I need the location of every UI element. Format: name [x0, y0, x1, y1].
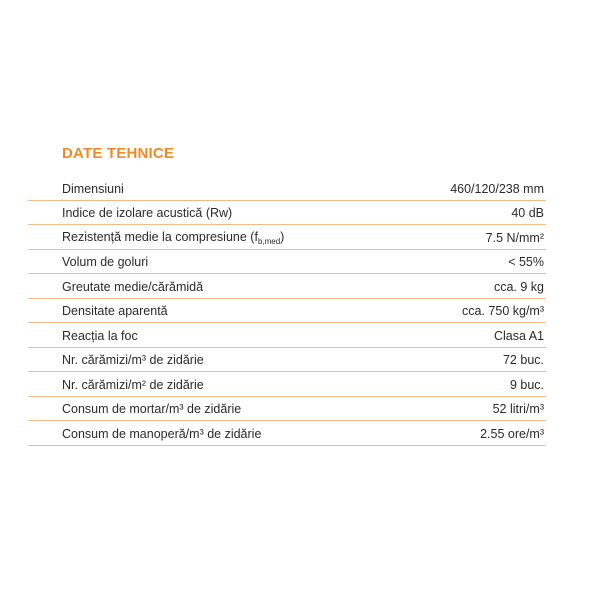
- spec-label: Consum de manoperă/m³ de zidărie: [62, 426, 262, 441]
- section-title: DATE TEHNICE: [62, 145, 175, 162]
- spec-value: < 55%: [508, 255, 544, 270]
- spec-value: cca. 750 kg/m³: [462, 304, 544, 319]
- spec-label: Consum de mortar/m³ de zidărie: [62, 402, 242, 417]
- spec-value: Clasa A1: [493, 328, 544, 343]
- spec-row-void-volume: [28, 250, 546, 275]
- spec-value: 52 litri/m³: [492, 402, 544, 417]
- spec-value: 7.5 N/mm²: [485, 230, 544, 245]
- spec-label: Greutate medie/cărămidă: [62, 279, 204, 294]
- spec-row-labor-consumption: [28, 421, 546, 446]
- spec-row-bricks-per-m3: [28, 348, 546, 373]
- spec-label: Indice de izolare acustică (Rw): [62, 206, 233, 221]
- spec-label: Nr. cărămizi/m² de zidărie: [62, 377, 204, 392]
- spec-value: 2.55 ore/m³: [480, 426, 544, 441]
- spec-label: Densitate aparentă: [62, 304, 168, 319]
- spec-value: 460/120/238 mm: [450, 181, 544, 196]
- spec-value: 72 buc.: [502, 353, 544, 368]
- spec-label: Dimensiuni: [62, 181, 124, 196]
- spec-label: Nr. cărămizi/m³ de zidărie: [62, 353, 204, 368]
- spec-row-dimensions: [28, 176, 546, 201]
- spec-label: [28, 230, 284, 246]
- spec-value: cca. 9 kg: [493, 279, 544, 294]
- spec-label: Reacția la foc: [62, 328, 138, 343]
- spec-label-prefix: Rezistență medie la compresiune (f: [62, 229, 258, 244]
- spec-row-fire-reaction: [28, 323, 546, 348]
- spec-label-subscript: b,med: [257, 236, 281, 246]
- spec-row-mortar-consumption: [28, 397, 546, 422]
- spec-row-density: [28, 299, 546, 324]
- spec-label-suffix: ): [280, 229, 285, 244]
- spec-value: 40 dB: [511, 206, 544, 221]
- spec-row-compressive-strength: [28, 225, 546, 250]
- technical-specs-table: [28, 176, 546, 446]
- spec-value: 9 buc.: [509, 377, 544, 392]
- spec-row-acoustic-insulation: [28, 201, 546, 226]
- spec-row-bricks-per-m2: [28, 372, 546, 397]
- spec-label: Volum de goluri: [62, 255, 149, 270]
- spec-row-average-weight: [28, 274, 546, 299]
